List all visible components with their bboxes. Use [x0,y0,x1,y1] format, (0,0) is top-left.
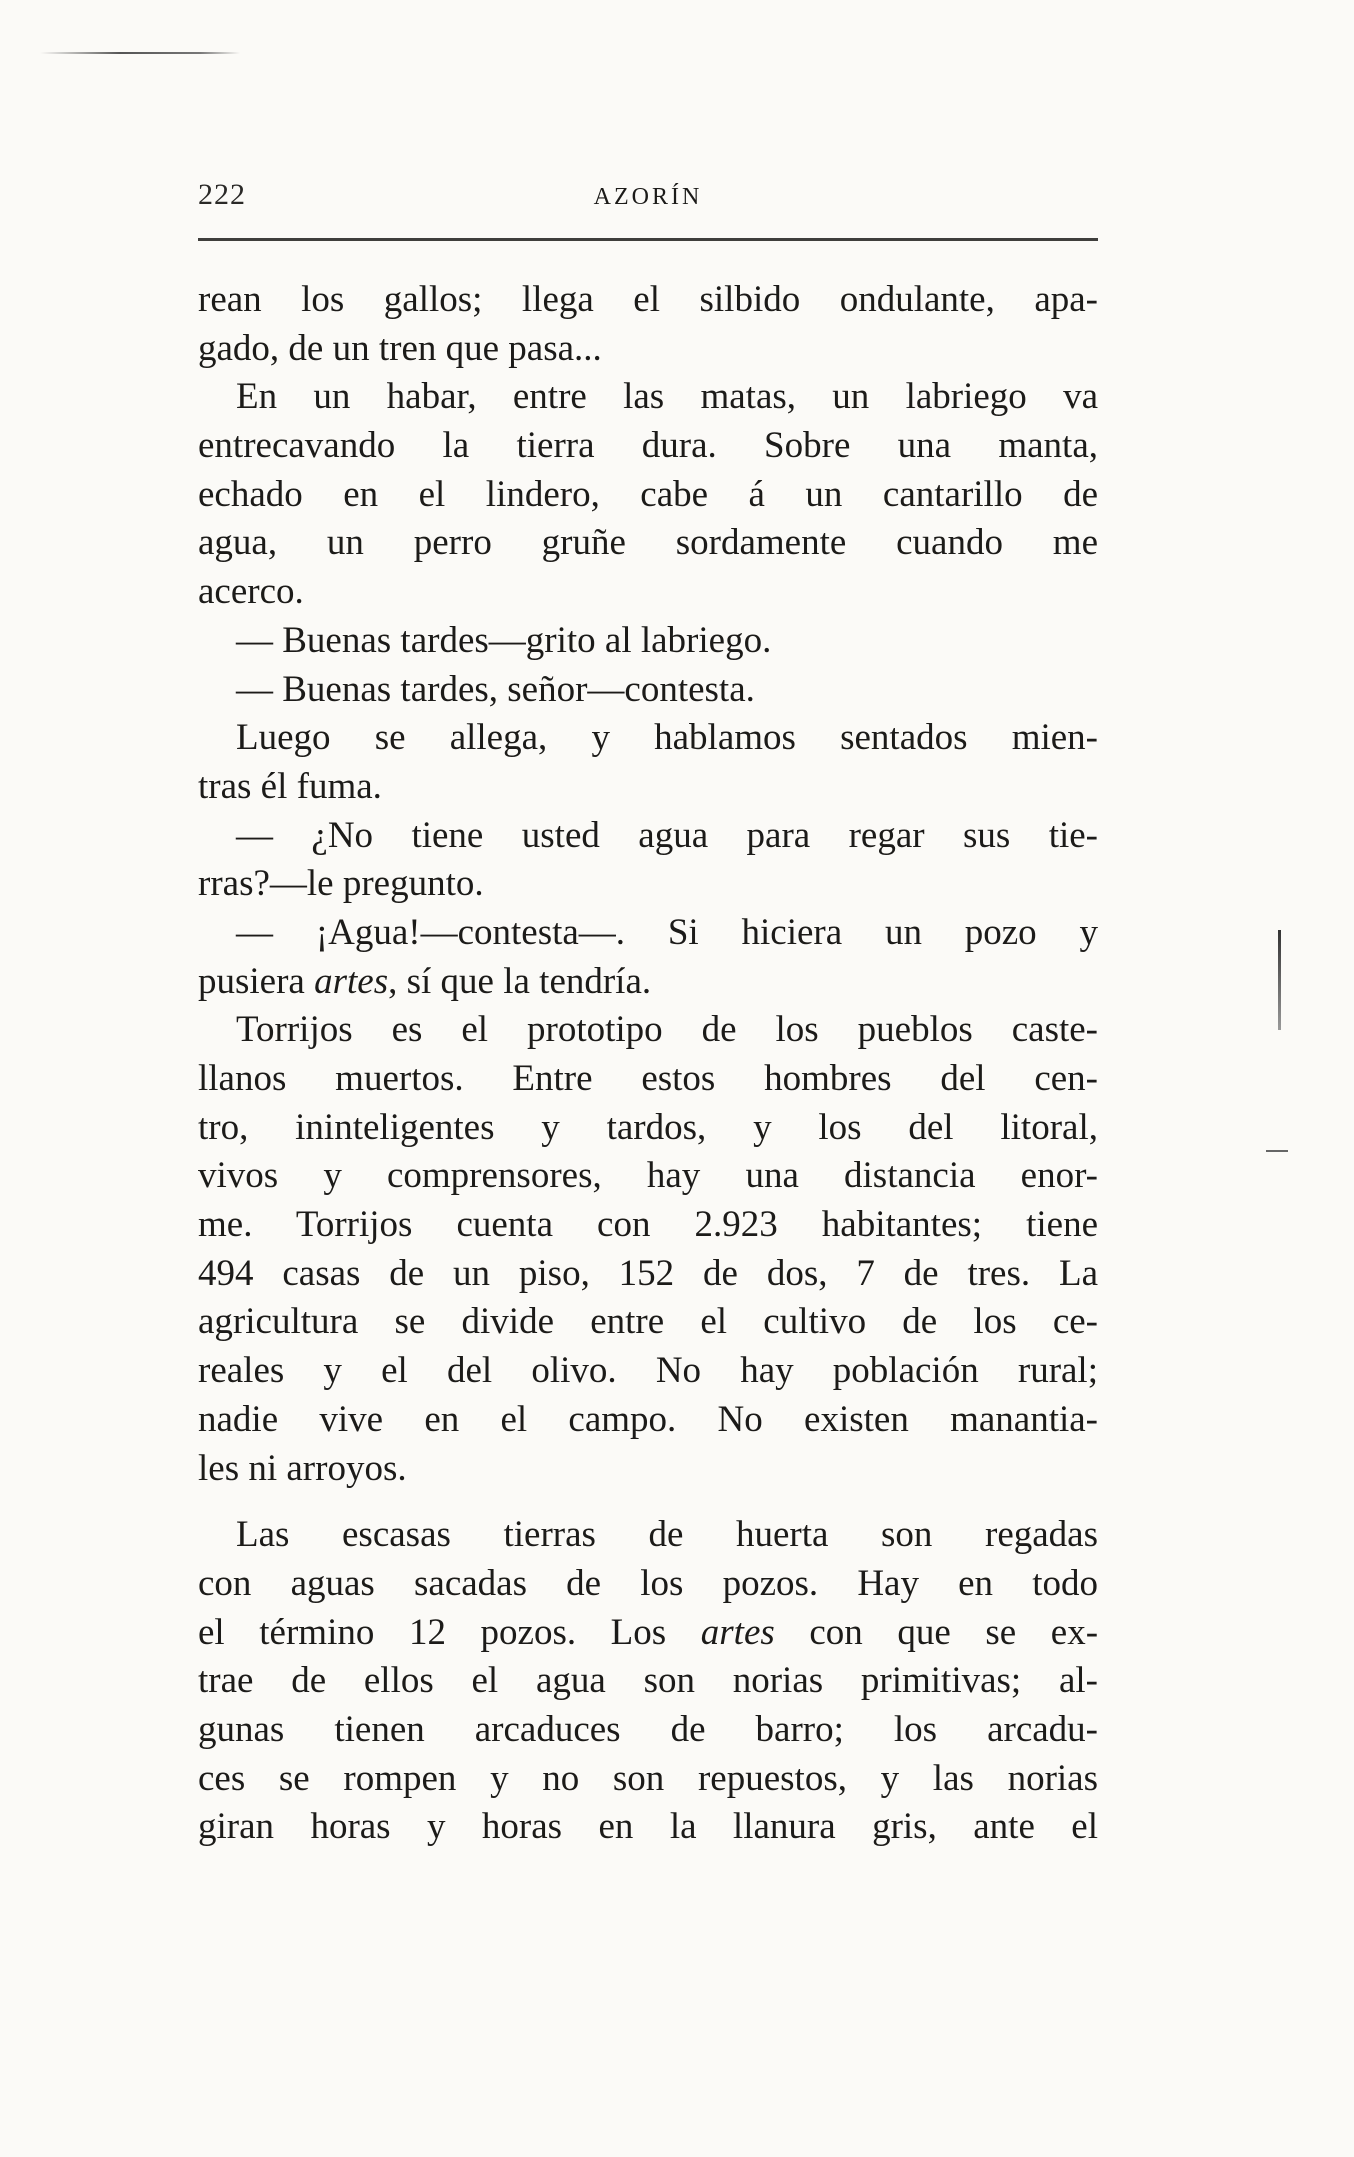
text-line: con aguas sacadas de los pozos. Hay en todo [198,1562,1098,1604]
text-line: agricultura se divide entre el cultivo de los ce- [198,1301,1098,1343]
text-line: me. Torrijos cuenta con 2.923 habitantes; tiene [198,1204,1098,1246]
text-line: tras él fuma. [198,765,382,807]
text-line: vivos y comprensores, hay una distancia enor- [198,1155,1098,1197]
italic-word: artes [700,1611,775,1653]
text-line: rras?—le pregunto. [198,863,484,905]
text-line: trae de ellos el agua son norias primitivas; al- [198,1660,1098,1702]
text-line: giran horas y horas en la llanura gris, ante el [198,1806,1098,1848]
book-page [198,178,1098,1852]
text-line: reales y el del olivo. No hay población rural; [198,1350,1098,1392]
text-line [198,1609,1098,1658]
text-line: acerco. [198,571,304,613]
text-line: — Buenas tardes—grito al labriego. [236,619,772,661]
text-line: nadie vive en el campo. No existen manantia- [198,1398,1098,1440]
text-segment: , sí que la tendría. [388,960,652,1002]
text-line [198,958,1098,1007]
text-line: gado, de un tren que pasa... [198,327,602,369]
text-line: entrecavando la tierra dura. Sobre una manta, [198,425,1098,467]
text-segment: con que se ex- [809,1611,1099,1653]
running-title: AZORÍN [593,184,703,210]
body-text [198,276,1098,1852]
text-segment: el término 12 pozos. Los [198,1611,667,1653]
page-number: 222 [198,178,246,211]
header-rule [198,238,1098,242]
text-line: echado en el lindero, cabe á un cantarillo de [198,473,1098,515]
scan-mark [1278,930,1281,1030]
scan-mark [40,52,240,54]
text-line: agua, un perro gruñe sordamente cuando me [198,522,1098,564]
text-line: les ni arroyos. [198,1447,407,1489]
running-head [198,178,1098,236]
scan-mark [1266,1150,1288,1152]
paragraph-gap [198,1493,1098,1511]
text-line: 494 casas de un piso, 152 de dos, 7 de tres. La [198,1252,1098,1294]
text-line: Luego se allega, y hablamos sentados mien- [236,717,1098,759]
text-line: En un habar, entre las matas, un labriego va [236,376,1098,418]
text-line: ces se rompen y no son repuestos, y las norias [198,1757,1098,1799]
text-line: — ¡Agua!—contesta—. Si hiciera un pozo y [236,911,1098,953]
text-line: llanos muertos. Entre estos hombres del cen- [198,1058,1098,1099]
text-line: gunas tienen arcaduces de barro; los arcadu- [198,1708,1098,1750]
italic-word: artes [314,960,389,1002]
text-line: tro, ininteligentes y tardos, y los del litoral, [198,1106,1098,1148]
text-line: Las escasas tierras de huerta son regadas [236,1514,1098,1556]
text-line: — ¿No tiene usted agua para regar sus tie- [236,814,1098,856]
text-line: rean los gallos; llega el silbido ondulante, apa- [198,279,1098,320]
text-segment: pusiera [198,960,305,1002]
text-line: — Buenas tardes, señor—contesta. [236,668,755,710]
text-line: Torrijos es el prototipo de los pueblos caste- [236,1009,1098,1051]
